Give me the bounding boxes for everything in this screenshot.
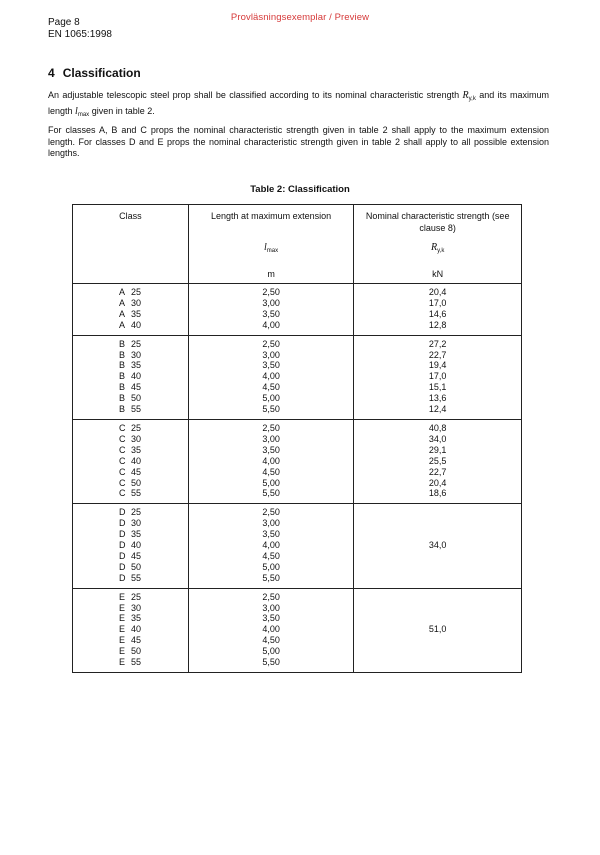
strength-unit: kN [432, 269, 444, 279]
class-label: E 25 [119, 591, 142, 602]
strength-value: 34,0 [428, 433, 447, 444]
length-value: 4,00 [262, 540, 280, 551]
length-cell [188, 335, 354, 419]
class-label: C 40 [119, 455, 142, 466]
length-value: 3,50 [262, 360, 280, 371]
class-cell [73, 335, 189, 419]
class-label: D 40 [119, 540, 142, 551]
class-label: B 55 [119, 404, 142, 415]
length-value: 4,00 [262, 371, 280, 382]
class-label: B 25 [119, 338, 142, 349]
strength-value: 27,2 [428, 338, 447, 349]
length-unit: m [267, 269, 275, 279]
length-value: 5,50 [262, 657, 280, 668]
paragraph-classification [48, 90, 549, 121]
class-label: B 40 [119, 371, 142, 382]
class-label: B 45 [119, 382, 142, 393]
length-value: 3,50 [262, 529, 280, 540]
strength-value: 17,0 [428, 297, 447, 308]
class-cell [73, 419, 189, 503]
strength-value: 20,4 [428, 287, 447, 297]
strength-cell [354, 284, 522, 336]
table-row [73, 419, 522, 503]
strength-value: 22,7 [428, 349, 447, 360]
strength-value: 19,4 [428, 360, 447, 371]
length-symbol: $l_{max}$ [75, 105, 90, 118]
length-cell [188, 504, 354, 588]
length-value: 4,00 [262, 624, 280, 635]
length-symbol: $l_{max}$ [264, 242, 279, 254]
table-row [73, 284, 522, 336]
class-label: A 30 [119, 297, 142, 308]
length-value: 3,00 [262, 433, 280, 444]
table-header-row [73, 205, 522, 284]
class-label: B 50 [119, 393, 142, 404]
length-value: 4,00 [262, 319, 280, 330]
strength-cell [354, 588, 522, 672]
length-value: 5,00 [262, 477, 280, 488]
length-value: 3,00 [262, 518, 280, 529]
page-number: Page 8 [48, 17, 80, 28]
length-value: 2,50 [262, 507, 280, 518]
length-value: 3,50 [262, 308, 280, 319]
length-value: 5,00 [262, 646, 280, 657]
section-title: Classification [62, 66, 141, 80]
header-strength: Nominal characteristic strength (see clause 8) $R_{y,k}$ kN [354, 205, 522, 284]
strength-value: 22,7 [428, 466, 447, 477]
length-cell [188, 284, 354, 336]
length-cell [188, 588, 354, 672]
length-value: 5,50 [262, 404, 280, 415]
page-header [48, 17, 112, 41]
section-number: 4 [48, 66, 55, 80]
class-label: B 35 [119, 360, 142, 371]
table-row [73, 335, 522, 419]
length-value: 4,50 [262, 466, 280, 477]
length-value: 4,50 [262, 635, 280, 646]
class-cell [73, 284, 189, 336]
classification-table [72, 204, 522, 673]
length-value: 2,50 [262, 591, 280, 602]
strength-cell [354, 419, 522, 503]
class-label: E 40 [119, 624, 142, 635]
strength-symbol: $R_{y,k}$ [462, 90, 476, 102]
class-label: C 25 [119, 422, 142, 433]
para1-text-1: An adjustable telescopic steel prop shall be classified according to its nominal characteristic strength [48, 90, 460, 100]
class-label: A 35 [119, 308, 142, 319]
length-value: 3,00 [262, 602, 280, 613]
length-value: 3,50 [262, 613, 280, 624]
table-row [73, 588, 522, 672]
length-value: 3,00 [262, 349, 280, 360]
class-label: E 55 [119, 657, 142, 668]
class-label: A 40 [119, 319, 142, 330]
strength-cell [354, 504, 522, 588]
strength-value: 15,1 [428, 382, 447, 393]
paragraph-classes: For classes A, B and C props the nominal characteristic strength given in table 2 shall apply to the maximum extension length. For classes D and E props the nominal characteristic strength given in table 2 shall apply to all possible extension lengths. [48, 125, 549, 158]
class-label: D 35 [119, 529, 142, 540]
strength-value: 12,8 [428, 319, 447, 330]
class-label: D 30 [119, 518, 142, 529]
standard-id: EN 1065:1998 [48, 29, 112, 40]
length-value: 5,50 [262, 572, 280, 583]
para1-text-3: given in table 2. [91, 105, 155, 116]
para1-text-2: and its maximum length [48, 90, 549, 116]
strength-value: 17,0 [428, 371, 447, 382]
class-label: E 35 [119, 613, 142, 624]
class-label: D 45 [119, 550, 142, 561]
strength-value: 25,5 [428, 455, 447, 466]
table-caption: Table 2: Classification [250, 184, 350, 195]
length-cell [188, 419, 354, 503]
class-label: D 55 [119, 572, 142, 583]
preview-watermark: Provläsningsexemplar / Preview [230, 12, 370, 23]
length-value: 3,50 [262, 444, 280, 455]
length-value: 4,00 [262, 455, 280, 466]
class-label: D 25 [119, 507, 142, 518]
length-value: 4,50 [262, 550, 280, 561]
section-heading [48, 66, 141, 80]
length-value: 2,50 [262, 287, 280, 297]
strength-value: 29,1 [428, 444, 447, 455]
class-label: D 50 [119, 561, 142, 572]
class-label: C 35 [119, 444, 142, 455]
table-row [73, 504, 522, 588]
strength-value: 51,0 [428, 624, 447, 635]
length-value: 4,50 [262, 382, 280, 393]
header-class: Class [73, 205, 189, 284]
class-label: C 50 [119, 477, 142, 488]
class-label: E 45 [119, 635, 142, 646]
strength-value: 13,6 [428, 393, 447, 404]
header-length: Length at maximum extension $l_{max}$ m [188, 205, 354, 284]
class-label: B 30 [119, 349, 142, 360]
strength-value: 34,0 [428, 540, 447, 551]
strength-symbol: $R_{y,k}$ [431, 242, 445, 254]
strength-value: 40,8 [428, 422, 447, 433]
strength-value: 20,4 [428, 477, 447, 488]
class-label: E 30 [119, 602, 142, 613]
strength-value: 14,6 [428, 308, 447, 319]
length-value: 2,50 [262, 338, 280, 349]
class-label: E 50 [119, 646, 142, 657]
class-cell [73, 588, 189, 672]
strength-value: 12,4 [428, 404, 447, 415]
length-value: 5,50 [262, 488, 280, 499]
strength-cell [354, 335, 522, 419]
length-value: 3,00 [262, 297, 280, 308]
class-cell [73, 504, 189, 588]
class-label: C 55 [119, 488, 142, 499]
class-label: A 25 [119, 287, 142, 297]
length-value: 5,00 [262, 393, 280, 404]
class-label: C 30 [119, 433, 142, 444]
length-value: 2,50 [262, 422, 280, 433]
length-value: 5,00 [262, 561, 280, 572]
class-label: C 45 [119, 466, 142, 477]
strength-value: 18,6 [428, 488, 447, 499]
